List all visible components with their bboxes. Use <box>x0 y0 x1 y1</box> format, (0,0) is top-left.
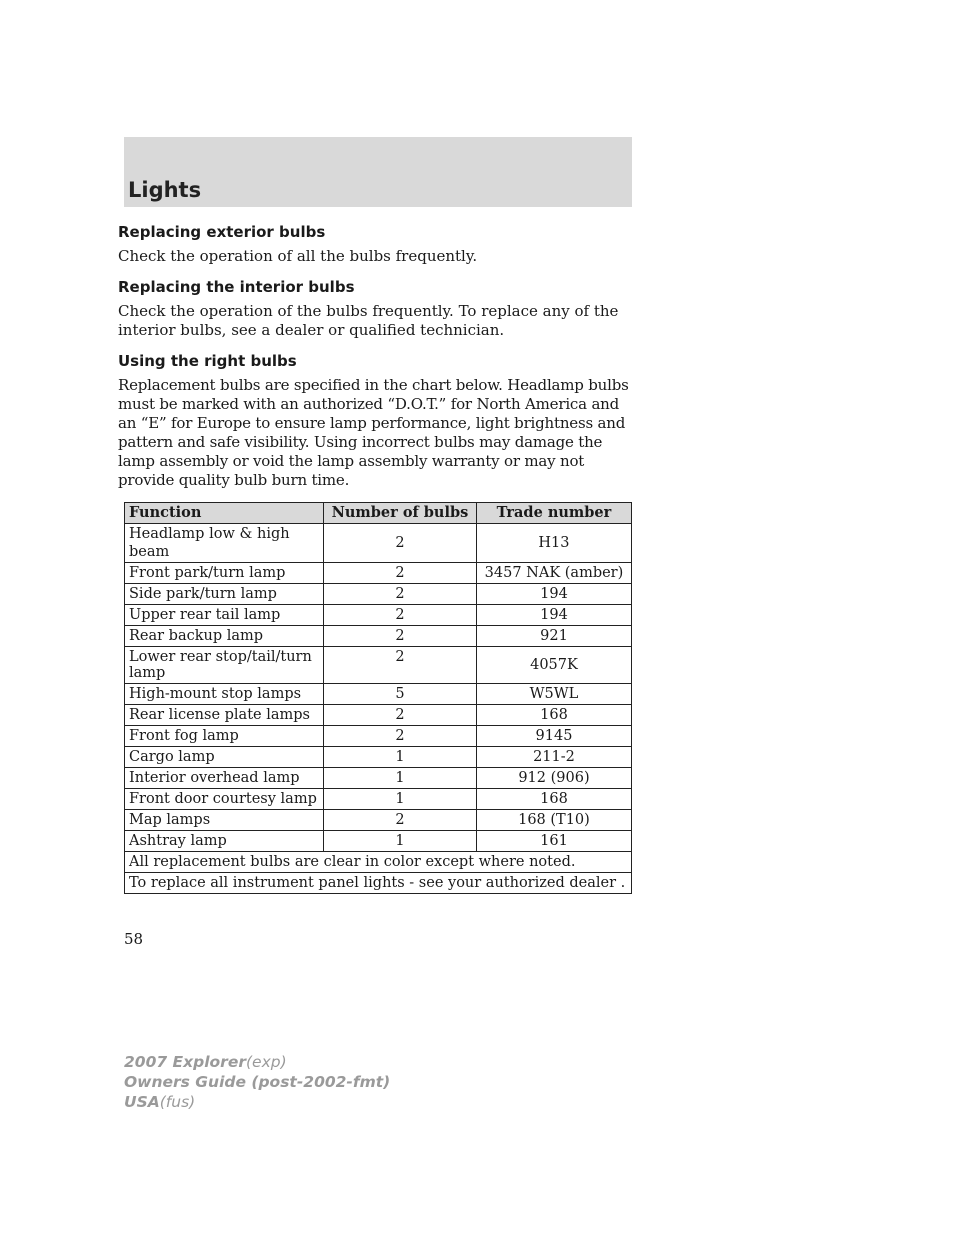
cell-trade: W5WL <box>476 684 631 705</box>
table-row <box>125 768 632 789</box>
cell-function: Lower rear stop/tail/turn lamp <box>125 647 324 684</box>
page-number: 58 <box>124 930 144 948</box>
footer-line <box>124 1092 390 1112</box>
cell-trade: H13 <box>476 524 631 563</box>
cell-trade: 9145 <box>476 726 631 747</box>
cell-function: Front door courtesy lamp <box>125 789 324 810</box>
heading-interior-bulbs: Replacing the interior bulbs <box>118 278 355 296</box>
cell-function: Upper rear tail lamp <box>125 605 324 626</box>
table-row <box>125 789 632 810</box>
column-header-function: Function <box>125 503 324 524</box>
table-row <box>125 705 632 726</box>
table-row <box>125 584 632 605</box>
section-title: Lights <box>128 178 202 202</box>
document-footer <box>124 1052 390 1112</box>
cell-count: 2 <box>324 584 477 605</box>
cell-function: Rear backup lamp <box>125 626 324 647</box>
column-header-number: Number of bulbs <box>324 503 477 524</box>
cell-function: Rear license plate lamps <box>125 705 324 726</box>
table-note-row <box>125 873 632 894</box>
cell-trade: 194 <box>476 605 631 626</box>
bulb-chart-table <box>124 502 632 894</box>
cell-count: 2 <box>324 605 477 626</box>
column-header-trade: Trade number <box>476 503 631 524</box>
table-row <box>125 810 632 831</box>
cell-function: Side park/turn lamp <box>125 584 324 605</box>
cell-trade: 921 <box>476 626 631 647</box>
table-row <box>125 626 632 647</box>
table-row <box>125 726 632 747</box>
text-interior-bulbs: Check the operation of the bulbs frequently. To replace any of the interior bulbs, see a dealer or qualified technician. <box>118 302 619 339</box>
footer-model-code: (exp) <box>245 1053 287 1071</box>
cell-trade: 912 (906) <box>476 768 631 789</box>
cell-count: 2 <box>324 705 477 726</box>
table-row <box>125 605 632 626</box>
cell-function: Map lamps <box>125 810 324 831</box>
cell-count: 1 <box>324 768 477 789</box>
table-note: To replace all instrument panel lights - see your authorized dealer . <box>125 873 632 894</box>
cell-function: Front park/turn lamp <box>125 563 324 584</box>
footer-model: 2007 Explorer <box>124 1053 246 1071</box>
table-row <box>125 647 632 684</box>
cell-trade: 168 <box>476 705 631 726</box>
cell-count: 2 <box>324 626 477 647</box>
cell-count: 2 <box>324 726 477 747</box>
table-row <box>125 831 632 852</box>
heading-exterior-bulbs: Replacing exterior bulbs <box>118 223 326 241</box>
cell-count: 2 <box>324 563 477 584</box>
cell-trade: 168 (T10) <box>476 810 631 831</box>
cell-trade: 161 <box>476 831 631 852</box>
cell-count: 2 <box>324 647 477 684</box>
cell-function: Cargo lamp <box>125 747 324 768</box>
cell-function: High-mount stop lamps <box>125 684 324 705</box>
cell-trade: 3457 NAK (amber) <box>476 563 631 584</box>
page-content <box>118 223 633 894</box>
footer-market: USA <box>124 1093 160 1111</box>
table-row <box>125 563 632 584</box>
cell-count: 5 <box>324 684 477 705</box>
table-row <box>125 684 632 705</box>
footer-market-code: (fus) <box>159 1093 196 1111</box>
table-row <box>125 747 632 768</box>
text-exterior-bulbs: Check the operation of all the bulbs frequently. <box>118 247 478 265</box>
text-right-bulbs: Replacement bulbs are specified in the chart below. Headlamp bulbs must be marked with an authorized “D.O.T.” for North America and an “E” for Europe to ensure lamp performance, light brightness and pattern and safe visibility. Using incorrect bulbs may damage the lamp assembly or void the lamp assembly warranty or may not provide quality bulb burn time. <box>118 376 629 489</box>
table-note: All replacement bulbs are clear in color except where noted. <box>125 852 632 873</box>
cell-count: 2 <box>324 810 477 831</box>
table-row <box>125 524 632 563</box>
cell-count: 1 <box>324 831 477 852</box>
table-header-row <box>125 503 632 524</box>
cell-trade: 194 <box>476 584 631 605</box>
cell-function: Front fog lamp <box>125 726 324 747</box>
footer-line <box>124 1052 390 1072</box>
cell-function: Headlamp low & high beam <box>125 524 324 563</box>
cell-trade: 4057K <box>476 647 631 684</box>
footer-line <box>124 1072 390 1092</box>
table-note-row <box>125 852 632 873</box>
heading-right-bulbs: Using the right bulbs <box>118 352 297 370</box>
cell-count: 2 <box>324 524 477 563</box>
cell-function: Interior overhead lamp <box>125 768 324 789</box>
footer-guide: Owners Guide (post-2002-fmt) <box>124 1073 391 1091</box>
cell-function: Ashtray lamp <box>125 831 324 852</box>
cell-trade: 168 <box>476 789 631 810</box>
cell-count: 1 <box>324 789 477 810</box>
cell-count: 1 <box>324 747 477 768</box>
cell-trade: 211-2 <box>476 747 631 768</box>
